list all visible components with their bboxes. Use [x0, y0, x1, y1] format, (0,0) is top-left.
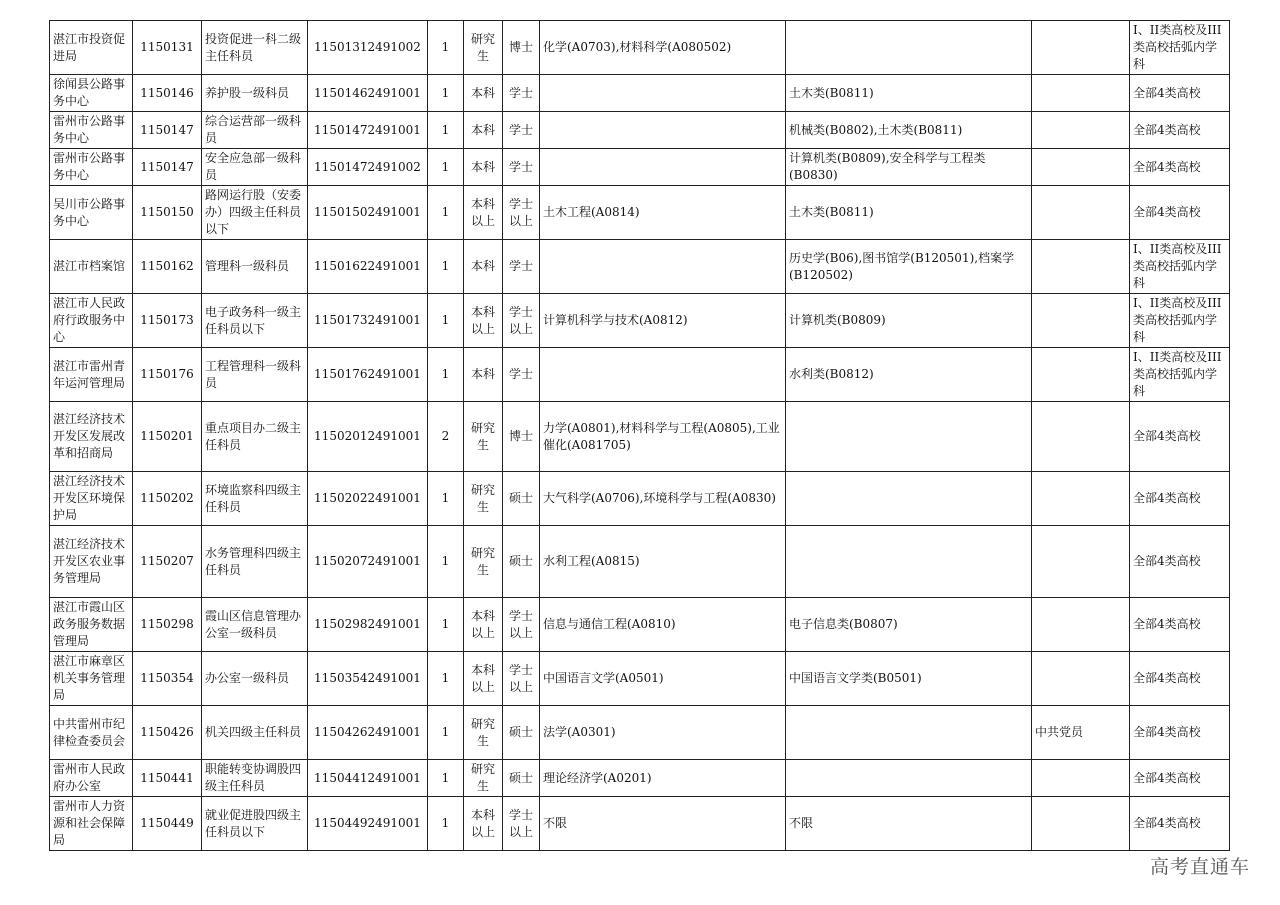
education-cell: 研究生: [464, 706, 503, 760]
major-a-cell: 化学(A0703),材料科学(A080502): [540, 21, 786, 75]
degree-cell: 学士: [503, 112, 540, 149]
education-cell: 本科: [464, 348, 503, 402]
major-a-cell: [540, 348, 786, 402]
major-b-cell: 中国语言文学类(B0501): [786, 652, 1032, 706]
count-cell: 1: [428, 294, 464, 348]
post-code-cell: 11501462491001: [308, 75, 428, 112]
post-cell: 重点项目办二级主任科员: [202, 402, 308, 472]
code-cell: 1150441: [133, 760, 202, 797]
count-cell: 1: [428, 472, 464, 526]
post-cell: 养护股一级科员: [202, 75, 308, 112]
post-code-cell: 11502072491001: [308, 526, 428, 598]
post-code-cell: 11503542491001: [308, 652, 428, 706]
political-cell: [1032, 598, 1130, 652]
requirement-cell: I、II类高校及III类高校括弧内学科: [1130, 21, 1230, 75]
major-a-cell: 不限: [540, 797, 786, 851]
code-cell: 1150449: [133, 797, 202, 851]
recruitment-table: [49, 20, 1230, 851]
major-a-cell: 土木工程(A0814): [540, 186, 786, 240]
major-b-cell: [786, 760, 1032, 797]
count-cell: 1: [428, 598, 464, 652]
post-code-cell: 11501762491001: [308, 348, 428, 402]
post-code-cell: 11502012491001: [308, 402, 428, 472]
unit-cell: 湛江市雷州青年运河管理局: [50, 348, 133, 402]
unit-cell: 湛江市投资促进局: [50, 21, 133, 75]
degree-cell: 学士以上: [503, 186, 540, 240]
table-row: [50, 652, 1230, 706]
requirement-cell: 全部4类高校: [1130, 402, 1230, 472]
major-b-cell: 计算机类(B0809),安全科学与工程类(B0830): [786, 149, 1032, 186]
count-cell: 1: [428, 149, 464, 186]
code-cell: 1150354: [133, 652, 202, 706]
code-cell: 1150147: [133, 112, 202, 149]
unit-cell: 湛江市霞山区政务服务数据管理局: [50, 598, 133, 652]
table-row: [50, 75, 1230, 112]
major-a-cell: 力学(A0801),材料科学与工程(A0805),工业催化(A081705): [540, 402, 786, 472]
code-cell: 1150173: [133, 294, 202, 348]
unit-cell: 湛江经济技术开发区农业事务管理局: [50, 526, 133, 598]
table-row: [50, 706, 1230, 760]
code-cell: 1150146: [133, 75, 202, 112]
count-cell: 1: [428, 240, 464, 294]
political-cell: [1032, 760, 1130, 797]
degree-cell: 学士以上: [503, 797, 540, 851]
post-code-cell: 11504262491001: [308, 706, 428, 760]
education-cell: 本科: [464, 240, 503, 294]
requirement-cell: 全部4类高校: [1130, 186, 1230, 240]
code-cell: 1150202: [133, 472, 202, 526]
post-cell: 工程管理科一级科员: [202, 348, 308, 402]
post-code-cell: 11501472491001: [308, 112, 428, 149]
table-row: [50, 526, 1230, 598]
requirement-cell: 全部4类高校: [1130, 797, 1230, 851]
education-cell: 研究生: [464, 760, 503, 797]
political-cell: [1032, 402, 1130, 472]
count-cell: 1: [428, 21, 464, 75]
requirement-cell: 全部4类高校: [1130, 652, 1230, 706]
count-cell: 1: [428, 186, 464, 240]
degree-cell: 硕士: [503, 706, 540, 760]
education-cell: 研究生: [464, 402, 503, 472]
table-row: [50, 760, 1230, 797]
requirement-cell: 全部4类高校: [1130, 526, 1230, 598]
education-cell: 本科以上: [464, 652, 503, 706]
education-cell: 本科: [464, 75, 503, 112]
requirement-cell: I、II类高校及III类高校括弧内学科: [1130, 240, 1230, 294]
major-b-cell: [786, 472, 1032, 526]
count-cell: 1: [428, 652, 464, 706]
political-cell: [1032, 797, 1130, 851]
table-row: [50, 21, 1230, 75]
degree-cell: 学士以上: [503, 652, 540, 706]
unit-cell: 中共雷州市纪律检查委员会: [50, 706, 133, 760]
political-cell: [1032, 21, 1130, 75]
requirement-cell: I、II类高校及III类高校括弧内学科: [1130, 294, 1230, 348]
major-b-cell: 土木类(B0811): [786, 186, 1032, 240]
post-cell: 投资促进一科二级主任科员: [202, 21, 308, 75]
degree-cell: 博士: [503, 402, 540, 472]
post-cell: 管理科一级科员: [202, 240, 308, 294]
count-cell: 1: [428, 75, 464, 112]
major-a-cell: [540, 75, 786, 112]
major-a-cell: [540, 240, 786, 294]
count-cell: 1: [428, 706, 464, 760]
unit-cell: 湛江市人民政府行政服务中心: [50, 294, 133, 348]
major-b-cell: 水利类(B0812): [786, 348, 1032, 402]
major-a-cell: 信息与通信工程(A0810): [540, 598, 786, 652]
political-cell: [1032, 149, 1130, 186]
education-cell: 本科以上: [464, 186, 503, 240]
requirement-cell: I、II类高校及III类高校括弧内学科: [1130, 348, 1230, 402]
post-code-cell: 11501732491001: [308, 294, 428, 348]
count-cell: 1: [428, 526, 464, 598]
major-b-cell: 机械类(B0802),土木类(B0811): [786, 112, 1032, 149]
code-cell: 1150201: [133, 402, 202, 472]
requirement-cell: 全部4类高校: [1130, 75, 1230, 112]
post-code-cell: 11504492491001: [308, 797, 428, 851]
degree-cell: 硕士: [503, 526, 540, 598]
table-row: [50, 797, 1230, 851]
unit-cell: 吴川市公路事务中心: [50, 186, 133, 240]
code-cell: 1150298: [133, 598, 202, 652]
table-row: [50, 402, 1230, 472]
major-b-cell: [786, 21, 1032, 75]
table-row: [50, 149, 1230, 186]
political-cell: [1032, 472, 1130, 526]
post-cell: 综合运营部一级科员: [202, 112, 308, 149]
political-cell: [1032, 526, 1130, 598]
table-row: [50, 240, 1230, 294]
political-cell: [1032, 348, 1130, 402]
major-a-cell: 中国语言文学(A0501): [540, 652, 786, 706]
unit-cell: 徐闻县公路事务中心: [50, 75, 133, 112]
political-cell: [1032, 652, 1130, 706]
degree-cell: 学士: [503, 348, 540, 402]
education-cell: 研究生: [464, 21, 503, 75]
post-cell: 水务管理科四级主任科员: [202, 526, 308, 598]
education-cell: 本科以上: [464, 797, 503, 851]
major-b-cell: 不限: [786, 797, 1032, 851]
post-cell: 电子政务科一级主任科员以下: [202, 294, 308, 348]
post-code-cell: 11501312491002: [308, 21, 428, 75]
table-row: [50, 112, 1230, 149]
major-b-cell: 计算机类(B0809): [786, 294, 1032, 348]
code-cell: 1150176: [133, 348, 202, 402]
degree-cell: 学士以上: [503, 294, 540, 348]
degree-cell: 学士: [503, 75, 540, 112]
degree-cell: 学士: [503, 240, 540, 294]
post-cell: 环境监察科四级主任科员: [202, 472, 308, 526]
major-a-cell: [540, 149, 786, 186]
count-cell: 1: [428, 797, 464, 851]
requirement-cell: 全部4类高校: [1130, 112, 1230, 149]
post-code-cell: 11502022491001: [308, 472, 428, 526]
count-cell: 1: [428, 112, 464, 149]
major-b-cell: [786, 706, 1032, 760]
table-row: [50, 472, 1230, 526]
education-cell: 本科以上: [464, 294, 503, 348]
major-b-cell: [786, 402, 1032, 472]
unit-cell: 湛江经济技术开发区环境保护局: [50, 472, 133, 526]
major-a-cell: 大气科学(A0706),环境科学与工程(A0830): [540, 472, 786, 526]
requirement-cell: 全部4类高校: [1130, 472, 1230, 526]
table-body: [50, 21, 1230, 851]
political-cell: [1032, 112, 1130, 149]
major-b-cell: 历史学(B06),图书馆学(B120501),档案学(B120502): [786, 240, 1032, 294]
major-a-cell: 理论经济学(A0201): [540, 760, 786, 797]
code-cell: 1150131: [133, 21, 202, 75]
table-row: [50, 348, 1230, 402]
unit-cell: 湛江市麻章区机关事务管理局: [50, 652, 133, 706]
post-code-cell: 11501472491002: [308, 149, 428, 186]
post-cell: 路网运行股（安委办）四级主任科员以下: [202, 186, 308, 240]
code-cell: 1150426: [133, 706, 202, 760]
major-b-cell: 电子信息类(B0807): [786, 598, 1032, 652]
education-cell: 本科: [464, 112, 503, 149]
major-a-cell: 法学(A0301): [540, 706, 786, 760]
requirement-cell: 全部4类高校: [1130, 760, 1230, 797]
unit-cell: 湛江市档案馆: [50, 240, 133, 294]
table-row: [50, 186, 1230, 240]
post-cell: 办公室一级科员: [202, 652, 308, 706]
education-cell: 本科: [464, 149, 503, 186]
unit-cell: 雷州市人民政府办公室: [50, 760, 133, 797]
political-cell: [1032, 294, 1130, 348]
degree-cell: 博士: [503, 21, 540, 75]
education-cell: 研究生: [464, 526, 503, 598]
education-cell: 研究生: [464, 472, 503, 526]
requirement-cell: 全部4类高校: [1130, 706, 1230, 760]
major-a-cell: 计算机科学与技术(A0812): [540, 294, 786, 348]
post-code-cell: 11501502491001: [308, 186, 428, 240]
post-code-cell: 11502982491001: [308, 598, 428, 652]
degree-cell: 学士以上: [503, 598, 540, 652]
political-cell: [1032, 240, 1130, 294]
political-cell: [1032, 186, 1130, 240]
code-cell: 1150162: [133, 240, 202, 294]
post-code-cell: 11501622491001: [308, 240, 428, 294]
major-b-cell: 土木类(B0811): [786, 75, 1032, 112]
code-cell: 1150147: [133, 149, 202, 186]
post-cell: 职能转变协调股四级主任科员: [202, 760, 308, 797]
count-cell: 1: [428, 348, 464, 402]
post-cell: 就业促进股四级主任科员以下: [202, 797, 308, 851]
requirement-cell: 全部4类高校: [1130, 598, 1230, 652]
degree-cell: 硕士: [503, 760, 540, 797]
requirement-cell: 全部4类高校: [1130, 149, 1230, 186]
major-a-cell: 水利工程(A0815): [540, 526, 786, 598]
unit-cell: 湛江经济技术开发区发展改革和招商局: [50, 402, 133, 472]
code-cell: 1150150: [133, 186, 202, 240]
unit-cell: 雷州市公路事务中心: [50, 112, 133, 149]
table-row: [50, 598, 1230, 652]
education-cell: 本科以上: [464, 598, 503, 652]
post-code-cell: 11504412491001: [308, 760, 428, 797]
degree-cell: 硕士: [503, 472, 540, 526]
major-b-cell: [786, 526, 1032, 598]
unit-cell: 雷州市公路事务中心: [50, 149, 133, 186]
post-cell: 机关四级主任科员: [202, 706, 308, 760]
count-cell: 2: [428, 402, 464, 472]
political-cell: 中共党员: [1032, 706, 1130, 760]
unit-cell: 雷州市人力资源和社会保障局: [50, 797, 133, 851]
degree-cell: 学士: [503, 149, 540, 186]
major-a-cell: [540, 112, 786, 149]
post-cell: 安全应急部一级科员: [202, 149, 308, 186]
code-cell: 1150207: [133, 526, 202, 598]
political-cell: [1032, 75, 1130, 112]
count-cell: 1: [428, 760, 464, 797]
post-cell: 霞山区信息管理办公室一级科员: [202, 598, 308, 652]
watermark: 高考直通车: [1149, 856, 1250, 878]
table-row: [50, 294, 1230, 348]
